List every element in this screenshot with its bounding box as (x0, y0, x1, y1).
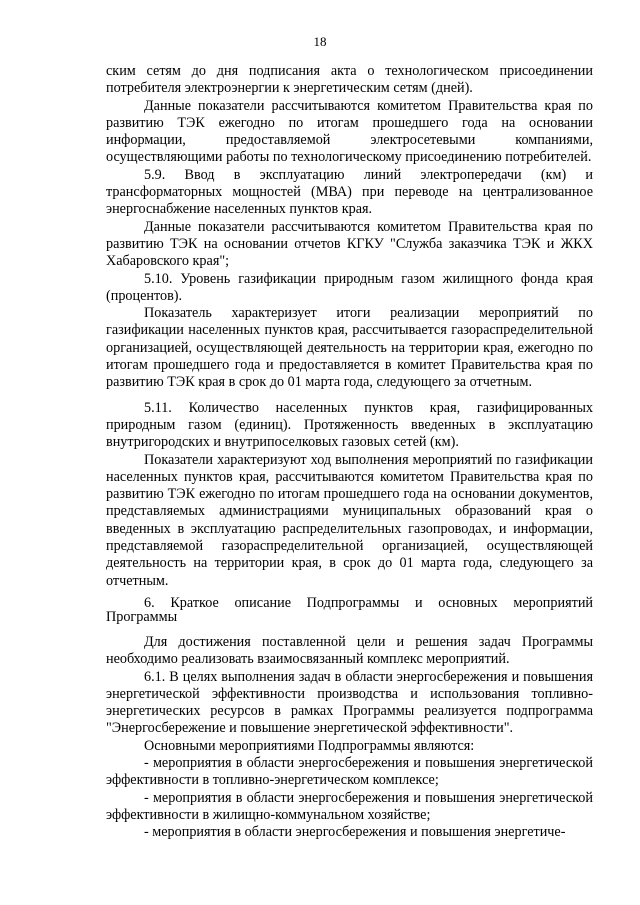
section-heading-6: 6. Краткое описание Подпрограммы и основных мероприятий Программы (106, 594, 593, 625)
list-item-truncated: - мероприятия в области энергосбережения и повышения энергетиче- (144, 824, 566, 841)
page-number: 18 (313, 34, 327, 49)
paragraph-indicator-5-11: 5.11. Количество населенных пунктов края, газифицированных природным газом (единиц). Протяженность введенных в эксплуатацию внутригородских и внутрипоселковых газовых сетей (км). (106, 399, 593, 451)
paragraph-section-6-intro: Для достижения поставленной цели и решения задач Программы необходимо реализовать взаимосвязанный комплекс мероприятий. (106, 633, 593, 668)
paragraph-data-source-2: Данные показатели рассчитываются комитетом Правительства края по развитию ТЭК на основании отчетов КГКУ "Служба заказчика ТЭК и ЖКХ Хабаровского края"; (106, 218, 593, 270)
paragraph-indicator-5-10-description: Показатель характеризует итоги реализации мероприятий по газификации населенных пунктов края, рассчитывается газораспределительной организацией, осуществляющей деятельность на территории края, ежегодно по итогам прошедшего года и предоставляется в комитет Правительства края по развитию ТЭК края в срок до 01 марта года, следующего за отчетным. (106, 305, 593, 391)
list-item-housing-utilities: - мероприятия в области энергосбережения и повышения энергетической эффективности в жилищно-коммунальном хозяйстве; (106, 789, 593, 823)
paragraph-indicator-5-10: 5.10. Уровень газификации природным газом жилищного фонда края (процентов). (106, 270, 593, 304)
paragraph-indicator-5-11-description: Показатели характеризуют ход выполнения мероприятий по газификации населенных пунктов края, рассчитываются комитетом Правительства края по развитию ТЭК ежегодно по итогам прошедшего года на основании документов, представляемых администрациями муниципальных образований края о введенных в эксплуатацию распределительных газопроводах, и информации, представляемой газораспределительной организацией, осуществляющей деятельность на территории края, в срок до 01 марта года, следующего за отчетным. (106, 451, 593, 589)
paragraph-continuation: ским сетям до дня подписания акта о технологическом присоединении потребителя электроэнергии к энергетическим сетям (дней). (106, 63, 593, 97)
document-body (106, 63, 593, 841)
paragraph-main-activities: Основными мероприятиями Подпрограммы являются: (144, 737, 475, 754)
list-item-fuel-energy: - мероприятия в области энергосбережения и повышения энергетической эффективности в топливно-энергетическом комплексе; (106, 754, 593, 789)
paragraph-section-6-1: 6.1. В целях выполнения задач в области энергосбережения и повышения энергетической эффективности производства и использования топливно-энергетических ресурсов в рамках Программы реализуется подпрограмма "Энергосбережение и повышение энергетической эффективности". (106, 668, 593, 737)
paragraph-indicator-5-9: 5.9. Ввод в эксплуатацию линий электропередачи (км) и трансформаторных мощностей (МВА) при переводе на централизованное энергоснабжение населенных пунктов края. (106, 166, 593, 218)
paragraph-data-source-1: Данные показатели рассчитываются комитетом Правительства края по развитию ТЭК ежегодно по итогам прошедшего года на основании информации, предоставляемой электросетевыми компаниями, осуществляющими работы по технологическому присоединению потребителей. (106, 97, 593, 166)
